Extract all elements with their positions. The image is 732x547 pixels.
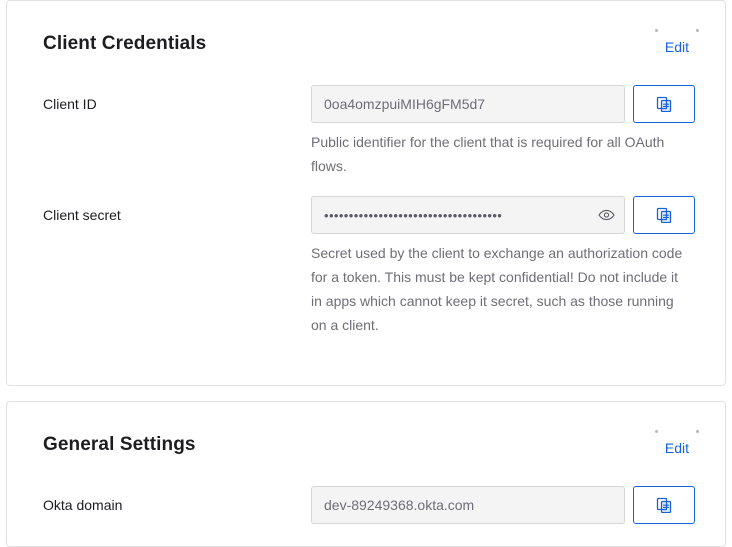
client-secret-control [311,196,695,337]
client-secret-help-text: Secret used by the client to exchange an authorization code for a token. This must be kept confidential! Do not include it in apps which cannot keep it secret, such as those running on a client. [311,245,683,333]
copy-icon [656,96,672,112]
edit-general-settings-button[interactable]: Edit [659,434,695,462]
client-id-field-row [7,85,725,178]
client-credentials-card [6,0,726,386]
okta-domain-control [311,486,695,524]
client-secret-value: •••••••••••••••••••••••••••••••••••• [324,208,503,222]
page-title: Client Credentials [43,33,207,54]
client-id-label: Client ID [43,96,97,112]
copy-okta-domain-button[interactable] [633,486,695,524]
client-secret-label: Client secret [43,207,121,223]
general-settings-header [7,402,725,460]
edit-client-credentials-button[interactable]: Edit [659,33,695,61]
copy-client-id-button[interactable] [633,85,695,123]
okta-domain-label: Okta domain [43,497,123,513]
client-secret-field-row [7,196,725,337]
client-secret-input[interactable] [311,196,625,234]
okta-domain-field-row [7,486,725,524]
client-secret-input-group [311,196,695,234]
client-id-input[interactable] [311,85,625,123]
copy-client-secret-button[interactable] [633,196,695,234]
client-id-help-text: Public identifier for the client that is required for all OAuth flows. [311,134,665,174]
okta-domain-value: dev-89249368.okta.com [324,497,475,513]
general-settings-title: General Settings [43,434,196,455]
copy-icon [656,497,672,513]
copy-icon [656,207,672,223]
general-settings-card [6,401,726,547]
client-credentials-header [7,1,725,59]
eye-icon[interactable] [596,205,616,225]
okta-domain-input[interactable] [311,486,625,524]
client-id-input-group [311,85,695,123]
client-id-value: 0oa4omzpuiMIH6gFM5d7 [324,96,486,112]
okta-domain-input-group [311,486,695,524]
client-id-control [311,85,695,178]
